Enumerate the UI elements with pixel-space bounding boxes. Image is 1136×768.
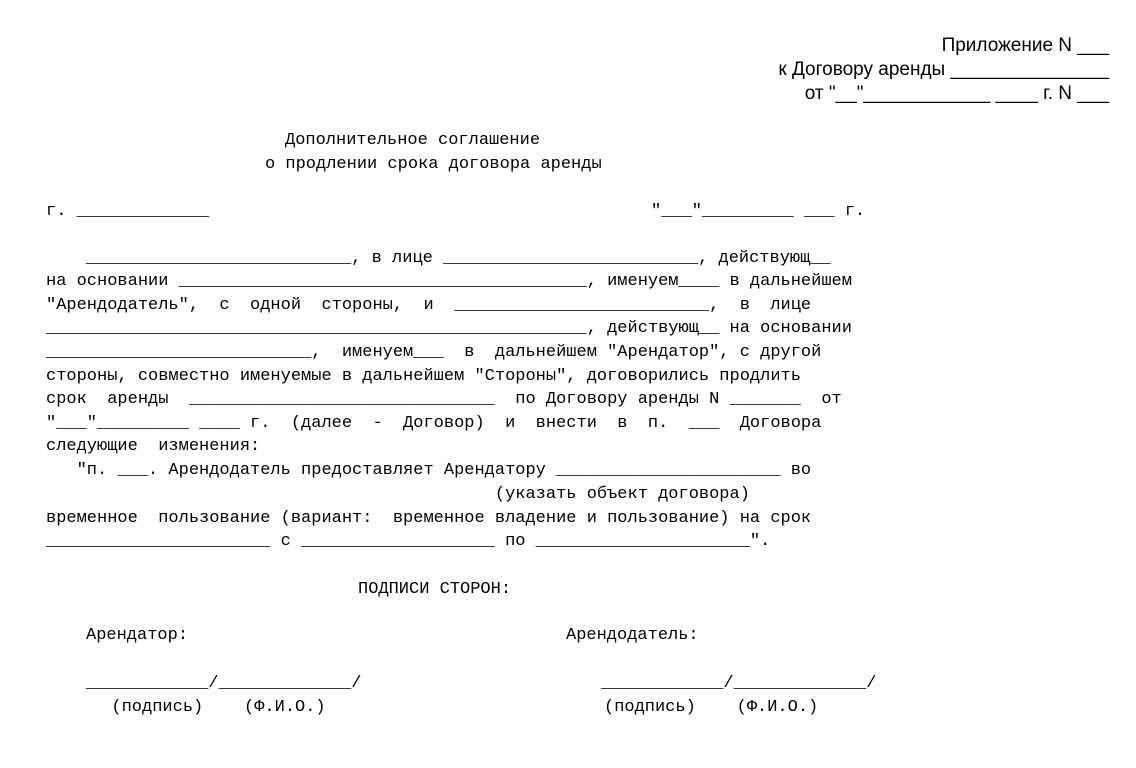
landlord-signature-line: ____________/_____________/ xyxy=(601,674,877,693)
landlord-label: Арендодатель: xyxy=(566,626,699,645)
city-field: г. _____________ xyxy=(46,202,210,221)
document-subtitle: о продлении срока договора аренды xyxy=(265,155,602,174)
body-line: срок аренды ______________________________ по Договору аренды N _______ от xyxy=(46,390,842,409)
tenant-label: Арендатор: xyxy=(86,626,189,645)
body-line: следующие изменения: xyxy=(46,437,261,456)
tenant-signature-caption: (подпись) (Ф.И.О.) xyxy=(91,698,326,717)
document-title: Дополнительное соглашение xyxy=(285,131,541,150)
landlord-signature-caption: (подпись) (Ф.И.О.) xyxy=(604,698,819,717)
agreement-date-field: "___"_________ ___ г. xyxy=(651,202,866,221)
clause-line: "п. ___. Арендодатель предоставляет Арендатору ______________________ во xyxy=(46,461,812,480)
body-line: __________________________, в лице _________________________, действующ__ xyxy=(86,249,831,268)
body-line: "___"_________ ____ г. (далее - Договор) и внести в п. ___ Договора xyxy=(46,414,822,433)
signatures-heading: ПОДПИСИ СТОРОН: xyxy=(358,580,512,599)
body-line: "Арендодатель", с одной стороны, и _________________________, в лице xyxy=(46,296,812,315)
body-line: __________________________, именуем___ в дальнейшем "Арендатор", с другой xyxy=(46,343,822,362)
body-line: временное пользование (вариант: временное владение и пользование) на срок xyxy=(46,509,812,528)
body-line: на основании ________________________________________, именуем____ в дальнейшем xyxy=(46,272,852,291)
body-line: _____________________________________________________, действующ__ на основании xyxy=(46,319,852,338)
appendix-number: Приложение N ___ xyxy=(941,35,1109,56)
object-hint-caption: (указать объект договора) xyxy=(46,485,750,504)
body-line: стороны, совместно именуемые в дальнейшем "Стороны", договорились продлить xyxy=(46,367,801,386)
term-line: ______________________ с ___________________ по _____________________". xyxy=(46,532,771,551)
appendix-contract-reference: к Договору аренды _______________ xyxy=(778,59,1109,80)
tenant-signature-line: ____________/_____________/ xyxy=(86,674,362,693)
appendix-contract-date: от "__"____________ ____ г. N ___ xyxy=(804,83,1109,104)
